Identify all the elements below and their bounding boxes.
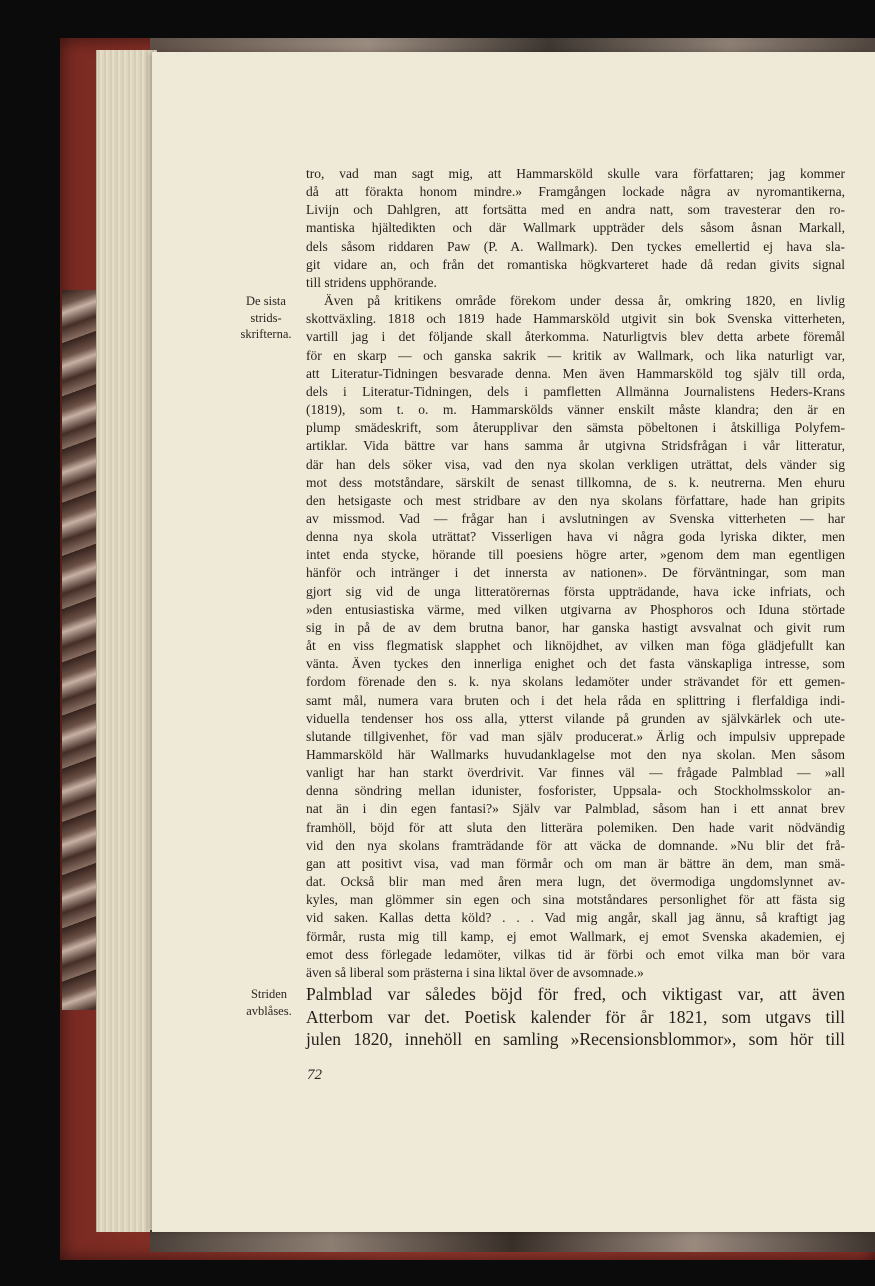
large-paragraph (306, 983, 845, 1051)
text-line: denna nya skola uträttat? Visserligen hava vi några goda lyriska dikter, men (306, 529, 845, 545)
text-line: hänför och intränger i det innersta av nationen». De förväntningar, som man (306, 565, 845, 581)
text-line: då att förakta honom mindre.» Framgången lockade några av nyromantikerna, (306, 184, 845, 200)
text-line: skottväxling. 1818 och 1819 hade Hammarsköld utgivit sin bok Svenska vitterheten, (306, 311, 845, 327)
text-line: den hetsigaste och mest stridbare av den nya skolans författare, hade han gripits (306, 492, 845, 508)
marbled-endpaper (62, 290, 98, 1010)
text-line: fordom förenade den s. k. nya skolans ledamöter under strävandet för ett gemen- (306, 674, 845, 690)
text-line: vänta. Även tyckes den innerliga enighet och det fasta vänskapliga intresse, som (306, 656, 845, 672)
text-line: (1819), som t. o. m. Hammarskölds vänner enskilt måste klandra; den är en (306, 402, 845, 418)
text-line: samt mål, numera vara bruten och i det hela råda en splittring i flerfaldiga indi- (306, 692, 845, 708)
text-line: dels i Literatur-Tidningen, dels i pamfletten Allmänna Journalistens Heders-Krans (306, 383, 845, 399)
text-line: artiklar. Vida bättre var hans samma år utgivna Stridsfrågan i vår litteratur, (306, 438, 845, 454)
text-line: kyles, man glömmer sin egen och sina motståndares personlighet för att fästa sig (306, 892, 845, 908)
text-line: dels såsom riddaren Paw (P. A. Wallmark). Den tyckes emellertid ej hava sla- (306, 238, 845, 254)
margin-note-line: strids- (250, 310, 282, 325)
text-line: Livijn och Dahlgren, att fortsätta med en andra natt, som travesterar den ro- (306, 202, 845, 218)
text-line: julen 1820, innehöll en samling »Recensionsblommor», som hör till (306, 1029, 845, 1049)
margin-note-striden (238, 986, 300, 1019)
text-line: för en skarp — och ganska sakrik — kritik av Wallmark, och lika naturligt var, (306, 347, 845, 363)
text-line: där han dels söker visa, vad den nya skolan verkligen uträttat, dels vänder sig (306, 456, 845, 472)
text-line: tro, vad man sagt mig, att Hammarsköld skulle vara författaren; jag kommer (306, 166, 845, 181)
text-line: plump smädeskrift, som återupplivar den sämsta pöbeltonen i åtskilliga Polyfem- (306, 420, 845, 436)
text-line: sig in på de av dem brutna banor, har ganska hastigt avsvalnat och givit rum (306, 619, 845, 635)
text-line: mot dess motståndare, särskilt de senast tillkomna, de s. k. neutrerna. Men ehuru (306, 474, 845, 490)
text-line: emot dess förlegade ledamöter, vilkas tid är förbi och emot vilka man bör vara (306, 946, 845, 962)
text-line: denna söndring mellan idunister, fosforister, Uppsala- och Stockholmsskolor an- (306, 783, 845, 799)
text-line: Palmblad var således böjd för fred, och viktigast var, att även (306, 984, 845, 1004)
text-line: åt en viss flegmatisk slapphet och liknöjdhet, av vilken man föga glädjefullt kan (306, 638, 845, 654)
margin-note-line: Striden (250, 987, 288, 1001)
text-line: Hammarsköld här Wallmarks huvudanklagelse mot den nya skolan. Men såsom (306, 747, 845, 762)
text-line: Atterbom var det. Poetisk kalender för år 1821, som utgavs till (306, 1006, 845, 1027)
page-edges (96, 50, 157, 1232)
text-line: gjort sig vid de unga litteratörernas första uppträdande, hava icke infriats, och (306, 583, 845, 599)
text-line: Även på kritikens område förekom under dessa år, omkring 1820, en livlig (324, 293, 845, 309)
text-line: vid saken. Kallas detta köld? . . . Vad mig angår, skall jag ännu, så kraftigt jag (306, 910, 845, 926)
text-line: dat. Också blir man med åren mera lugn, det övermodiga ungdomslynnet av- (306, 874, 845, 890)
cover-marbled-bottom (150, 1230, 875, 1252)
text-line: mantiska hjältedikten och där Wallmark uppträder dels såsom åsnan Markall, (306, 220, 845, 236)
text-line: intet enda stycke, hörande till poesiens högre arter, »genom dem man egentligen (306, 547, 845, 563)
text-line: av missmod. Vad — frågar han i avslutningen av Svenska vitterheten — har (306, 510, 845, 526)
margin-note-line: skrifterna. (240, 327, 292, 341)
text-line: till stridens upphörande. (306, 274, 437, 290)
text-line: »den entusiastiska värme, med vilken utgivarna av Phosphoros och Iduna störtade (306, 601, 845, 617)
text-line: vanligt har han starkt överdrivit. Var finnes väl — frågade Palmblad — »all (306, 765, 845, 781)
text-line: nat än i din egen fantasi?» Själv var Palmblad, såsom han i ett annat brev (306, 801, 845, 817)
text-line: även så liberal som prästerna i sina liktal över de avsomnade.» (306, 964, 644, 980)
margin-note-line: De sista (246, 294, 286, 308)
text-line: vartill jag i det följande skall återkomma. Naturligtvis blev detta arbete föremål (306, 329, 845, 345)
margin-note-line: avblåses. (246, 1003, 292, 1018)
text-line: git vidare an, och från det romantiska högkvarteret hade då redan givits signal (306, 256, 845, 272)
page-number: 72 (307, 1067, 322, 1083)
text-line: framhöll, böjd för att sluta den litterära polemiken. Den hade varit nödvändig (306, 819, 845, 835)
text-line: förmår, rusta mig till kamp, ej emot Wallmark, ej emot Svenska akademien, ej (306, 928, 845, 944)
margin-note-de-sista (235, 293, 297, 343)
text-line: gan att positivt visa, vad man förmår och om man är bättre än dem, man smä- (306, 855, 845, 871)
text-line: viduella tendenser hos oss alla, ytterst vilande på grunden av självkärlek och ute- (306, 710, 845, 726)
text-line: vid den nya skolans framträdande för att väcka de domnande. »Nu blir det frå- (306, 837, 845, 853)
text-line: att Literatur-Tidningen besvarade denna. Men även Hammarsköld tog själv till orda, (306, 365, 845, 381)
text-line: slutande tillgivenhet, för vad man själv producerat.» Ärlig och impulsiv upprepade (306, 728, 845, 744)
body-text (306, 165, 845, 982)
